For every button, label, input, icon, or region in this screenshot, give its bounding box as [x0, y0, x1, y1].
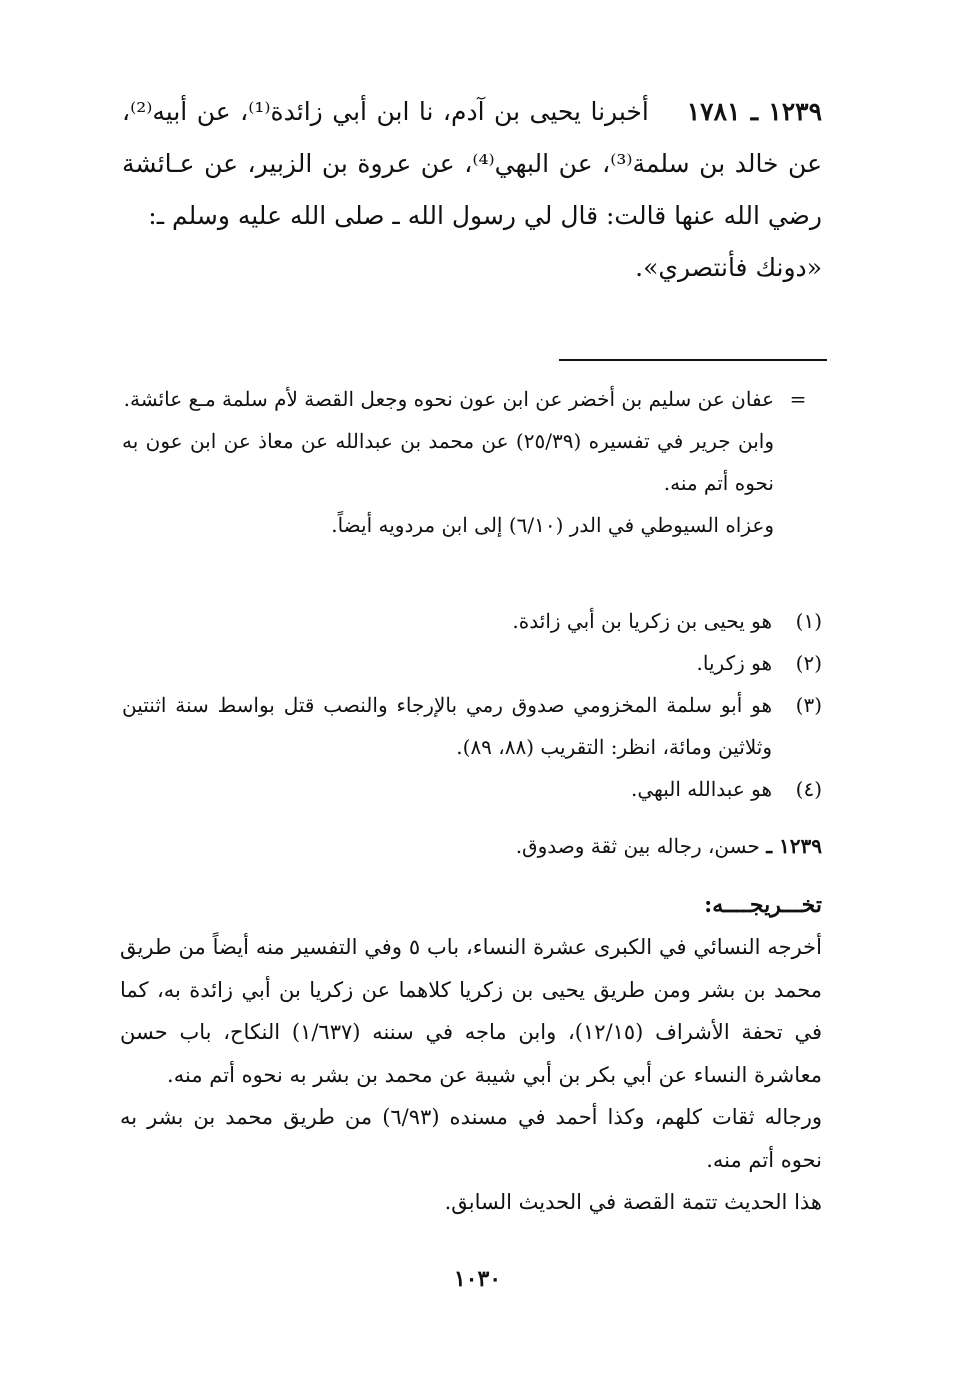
hadith-text: [122, 86, 822, 242]
hadith-number: ١٢٣٩ ـ ١٧٨١: [686, 97, 822, 126]
footnote-number: (٤): [795, 777, 822, 801]
footnote-text: هو عبدالله البهي.: [631, 777, 772, 801]
footnote-list: [122, 600, 822, 810]
hadith-chain: أخبرنا يحيى بن آدم، نا ابن أبي زائدة⁽¹⁾، عن أبيه⁽²⁾، عن خالد بن سلمة⁽³⁾، عن البهي⁽⁴⁾، عن عروة بن الزبير، عن عـائشة رضي الله عنها قالت: قال لي رسول الله ـ صلى الله عليه وسلم ـ:: [122, 97, 822, 230]
grading-number: ١٢٣٩ ـ: [766, 834, 822, 858]
continuation-paragraph: عفان عن سليم بن أخضر عن ابن عون نحوه وجعل القصة لأم سلمة مـع عائشة.: [123, 387, 774, 411]
footnote-text: هو يحيى بن زكريا بن أبي زائدة.: [512, 609, 772, 633]
footnote-item: [122, 642, 822, 684]
hadith-block: [122, 86, 822, 294]
continuation-paragraph: وابن جرير في تفسيره (٢٥/٣٩) عن محمد بن عبدالله عن معاذ عن ابن عون به نحوه أتم منه.: [122, 429, 774, 495]
footnote-text: هو زكريا.: [696, 651, 772, 675]
takhrij-heading: تخـــريجــــه:: [704, 892, 822, 918]
hadith-quote: «دونك فأنتصري».: [635, 253, 822, 282]
takhrij-paragraph: ورجاله ثقات كلهم، وكذا أحمد في مسنده (٦/٩٣) من طريق محمد بن بشر به نحوه أتم منه.: [120, 1105, 822, 1172]
continued-footnote: [122, 378, 822, 546]
continuation-paragraph: وعزاه السيوطي في الدر (٦/١٠) إلى ابن مردويه أيضاً.: [331, 513, 774, 537]
takhrij-paragraph: أخرجه النسائي في الكبرى عشرة النساء، باب ٥ وفي التفسير منه أيضاً من طريق محمد بن بشر ومن طريق يحيى بن زكريا كلاهما عن زكريا بن أبي زائدة به، كما في تحفة الأشراف (١٢/١٥)، وابن ماجه في سننه (١/٦٣٧) النكاح، باب حسن معاشرة النساء عن أبي بكر بن أبي شيبة عن محمد بن بشر به نحوه أتم منه.: [120, 935, 822, 1087]
grading-text: حسن، رجاله بين ثقة وصدوق.: [515, 834, 760, 858]
takhrij-paragraph: هذا الحديث تتمة القصة في الحديث السابق.: [444, 1190, 822, 1214]
grading-line: [516, 826, 822, 866]
footnote-item: [122, 768, 822, 810]
takhrij-body: [120, 926, 822, 1224]
footnote-number: (١): [795, 609, 822, 633]
footnote-item: [122, 684, 822, 768]
footnote-divider: [559, 359, 827, 361]
page-number: ١٠٣٠: [453, 1266, 502, 1292]
footnote-number: (٢): [795, 651, 822, 675]
footnote-text: هو أبو سلمة المخزومي صدوق رمي بالإرجاء والنصب قتل بواسط سنة اثنتين وثلاثين ومائة، انظر: التقريب (٨٨، ٨٩).: [122, 693, 772, 759]
footnote-item: [122, 600, 822, 642]
continuation-mark: =: [789, 387, 807, 411]
footnote-number: (٣): [795, 693, 822, 717]
